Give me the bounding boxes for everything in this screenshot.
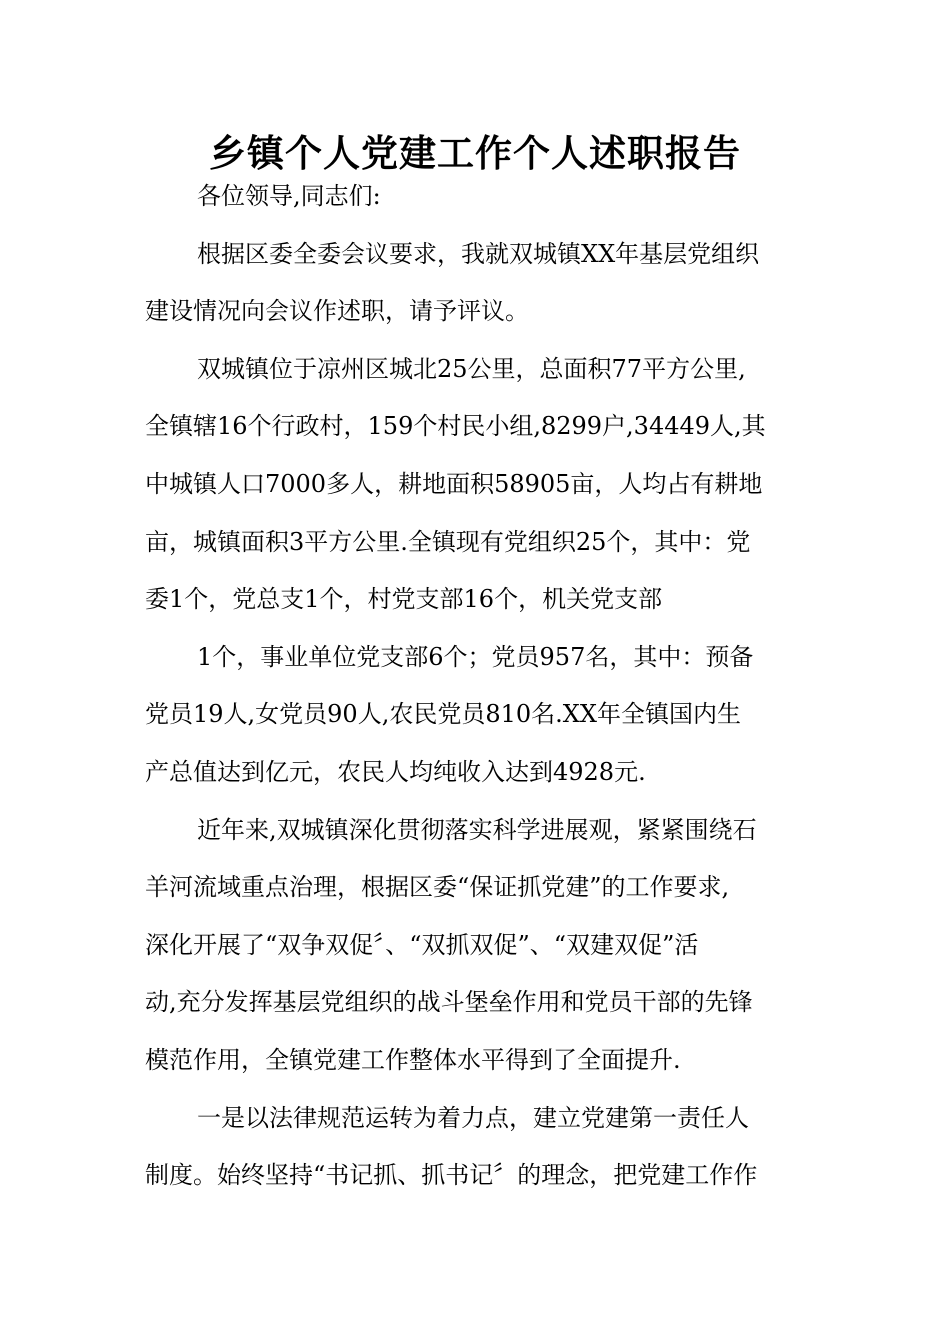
body-line: 中城镇人口7000多人，耕地面积58905亩，人均占有耕地 — [145, 469, 763, 498]
body-line: 模范作用，全镇党建工作整体水平得到了全面提升. — [145, 1045, 681, 1074]
body-line: 近年来,双城镇深化贯彻落实科学进展观，紧紧围绕石 — [197, 815, 757, 844]
document-title: 乡镇个人党建工作个人述职报告 — [209, 131, 741, 175]
body-line: 制度。始终坚持“书记抓、抓书记〞的理念，把党建工作作 — [145, 1161, 758, 1190]
body-line: 1个，事业单位党支部6个；党员957名，其中：预备 — [197, 642, 754, 671]
body-line: 建设情况向会议作述职，请予评议。 — [145, 297, 529, 326]
body-line: 动,充分发挥基层党组织的战斗堡垒作用和党员干部的先锋 — [145, 988, 753, 1017]
body-line: 各位领导,同志们: — [197, 182, 381, 210]
document-body — [145, 168, 805, 1205]
body-line: 委1个，党总支1个，村党支部16个，机关党支部 — [145, 585, 663, 614]
body-line: 产总值达到亿元，农民人均纯收入达到4928元. — [145, 757, 646, 786]
body-line: 一是以法律规范运转为着力点，建立党建第一责任人 — [197, 1103, 749, 1132]
body-line: 羊河流域重点治理，根据区委“保证抓党建”的工作要求, — [145, 873, 730, 902]
body-line: 根据区委全委会议要求，我就双城镇XX年基层党组织 — [197, 239, 760, 268]
body-line: 深化开展了“双争双促〞、“双抓双促”、“双建双促”活 — [145, 930, 699, 959]
body-line: 全镇辖16个行政村，159个村民小组,8299户,34449人,其 — [145, 412, 766, 441]
body-line: 双城镇位于凉州区城北25公里，总面积77平方公里, — [197, 354, 746, 383]
body-line: 党员19人,女党员90人,农民党员810名.XX年全镇国内生 — [145, 700, 741, 729]
body-line: 亩，城镇面积3平方公里.全镇现有党组织25个，其中：党 — [145, 527, 751, 556]
